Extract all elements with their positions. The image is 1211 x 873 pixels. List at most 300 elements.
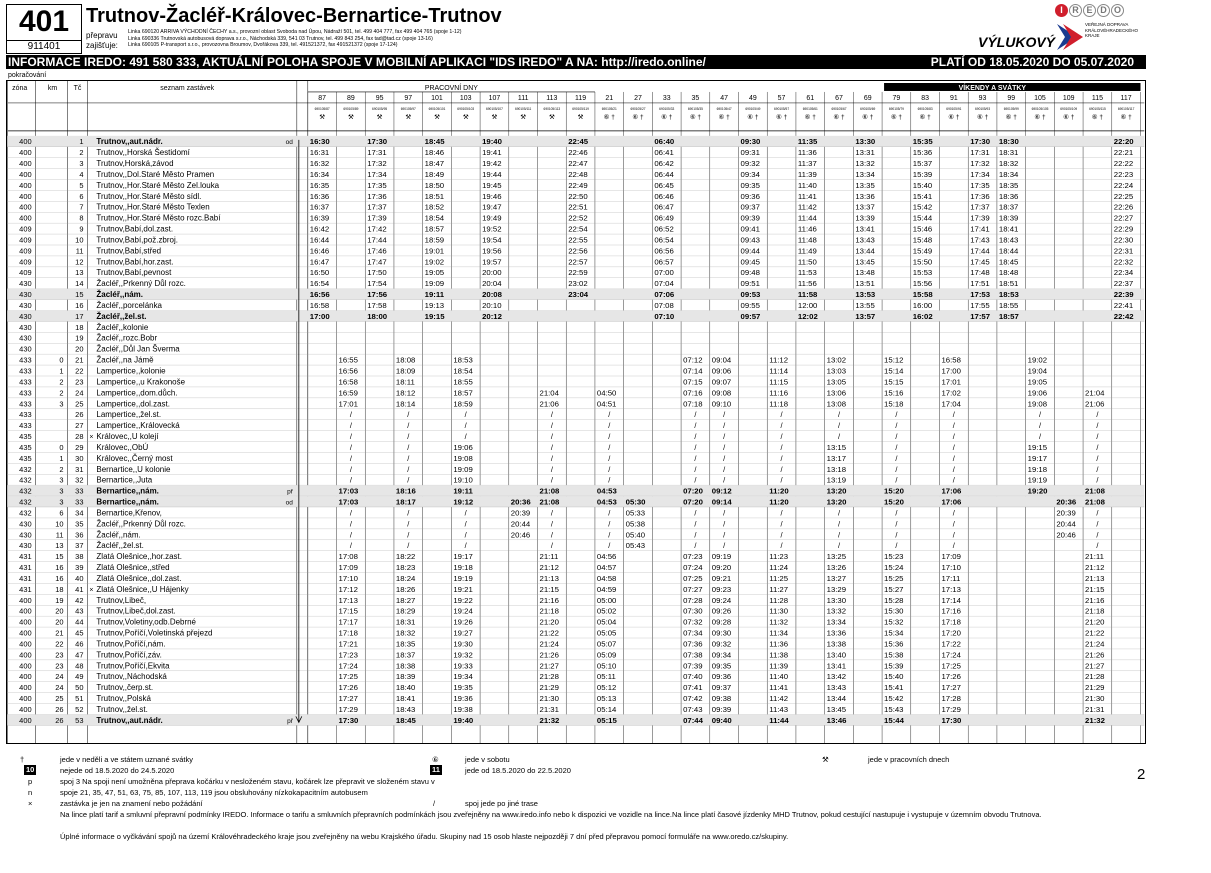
departure-time: 20:04 — [482, 279, 502, 289]
iredo-wordmark — [1055, 4, 1139, 17]
departure-time: 21:24 — [1085, 639, 1105, 649]
trip-code: 690105/35 — [687, 106, 703, 111]
departure-time: 15:24 — [884, 563, 904, 573]
departure-time: 11:36 — [797, 148, 817, 158]
tc-cell: 19 — [75, 333, 84, 343]
departure-time: 09:38 — [711, 694, 732, 704]
zone-cell: 400 — [19, 715, 32, 725]
departure-time: 09:51 — [740, 279, 760, 289]
trip-code: 690105/89 — [343, 106, 359, 111]
stop-name: Lampertice,,Královecká — [96, 421, 180, 431]
other-route-icon: / — [895, 421, 898, 431]
departure-time: 17:04 — [941, 399, 961, 409]
departure-time: 19:19 — [453, 573, 473, 583]
zone-cell: 430 — [19, 344, 32, 354]
other-route-icon: / — [407, 453, 410, 463]
trip-symbol: ⑥ † — [1034, 113, 1046, 121]
trip-number: 21 — [605, 94, 614, 102]
departure-time: 20:39 — [510, 508, 531, 518]
departure-time: 09:23 — [711, 584, 732, 594]
trip-number: 83 — [921, 94, 930, 102]
departure-time: 18:36 — [998, 191, 1019, 201]
trip-code: 690105/103 — [457, 106, 475, 111]
departure-time: 11:42 — [797, 202, 817, 212]
other-route-icon: / — [694, 453, 697, 463]
departure-time: 15:36 — [912, 148, 933, 158]
departure-time: 09:10 — [711, 399, 732, 409]
departure-time: 22:48 — [568, 170, 588, 180]
other-route-icon: / — [407, 508, 410, 518]
departure-time: 13:36 — [826, 628, 847, 638]
departure-time: 17:03 — [338, 497, 359, 507]
departure-time: 18:45 — [395, 715, 416, 725]
departure-time: 17:17 — [338, 617, 358, 627]
departure-time: 17:16 — [941, 606, 961, 616]
other-route-icon: / — [952, 421, 955, 431]
departure-time: 22:54 — [568, 224, 588, 234]
departure-time: 04:53 — [596, 486, 617, 496]
departure-time: 04:58 — [596, 573, 617, 583]
departure-time: 17:03 — [338, 486, 359, 496]
other-route-icon: / — [780, 519, 783, 529]
departure-time: 16:34 — [309, 170, 330, 180]
departure-time: 13:40 — [826, 650, 847, 660]
tc-cell: 1 — [79, 137, 84, 147]
zone-cell: 400 — [19, 606, 32, 616]
fn-waiting-note: Úplné informace o vyčkávání spojů na území Královéhradeckého kraje jsou zveřejněny na webu Krajského úřadu. Skupiny nad 15 osob hlaste nejpozději 7 dní před přepravou pomocí formuláře na www.oredo.cz/skupiny. — [60, 832, 789, 841]
departure-time: 15:28 — [884, 595, 904, 605]
other-route-icon: / — [464, 541, 467, 551]
departure-time: 19:18 — [453, 563, 473, 573]
departure-time: 19:40 — [482, 137, 502, 147]
trip-code: 690105/91 — [946, 106, 962, 111]
departure-time: 11:20 — [769, 497, 789, 507]
zone-cell: 432 — [19, 508, 32, 518]
departure-time: 07:27 — [683, 584, 703, 594]
departure-time: 17:02 — [941, 388, 961, 398]
zone-cell: 433 — [19, 388, 32, 398]
departure-time: 22:41 — [1113, 301, 1134, 311]
iredo-letter-icon: D — [1097, 4, 1110, 17]
stop-name: Žacléř,,žel.st. — [96, 311, 147, 321]
departure-time: 13:48 — [855, 268, 875, 278]
zone-cell: 433 — [19, 377, 32, 387]
departure-time: 06:45 — [654, 180, 674, 190]
departure-time: 17:09 — [941, 552, 961, 562]
page-number: 2 — [1137, 766, 1146, 783]
departure-time: 17:41 — [970, 224, 990, 234]
iredo-letter-icon: I — [1055, 4, 1068, 17]
km-cell: 10 — [55, 519, 64, 529]
fn-n-text: spoje 21, 35, 47, 51, 63, 75, 85, 107, 113, 119 jsou obsluhovány nízkokapacitním autobusem — [60, 788, 368, 797]
departure-time: 09:53 — [740, 290, 761, 300]
zone-cell: 435 — [19, 442, 32, 452]
departure-time: 18:43 — [998, 235, 1019, 245]
km-cell: 3 — [59, 475, 64, 485]
departure-time: 15:43 — [884, 704, 904, 714]
continuation-label: pokračování — [8, 72, 47, 79]
stop-name: Žacléř,,žel.st. — [96, 541, 144, 551]
other-route-icon: / — [780, 432, 783, 442]
other-route-icon: / — [837, 410, 841, 420]
departure-time: 11:41 — [797, 191, 817, 201]
departure-time: 07:41 — [683, 683, 703, 693]
departure-time: 11:25 — [769, 573, 789, 583]
departure-time: 09:35 — [740, 180, 760, 190]
tc-cell: 13 — [75, 268, 84, 278]
departure-time: 13:34 — [855, 170, 875, 180]
departure-time: 13:30 — [855, 137, 876, 147]
departure-time: 17:14 — [941, 595, 961, 605]
trip-symbol: ⑥ † — [718, 113, 730, 121]
tc-cell: 49 — [75, 672, 84, 682]
departure-time: 22:21 — [1113, 148, 1134, 158]
departure-time: 17:56 — [367, 290, 388, 300]
trip-symbol: ⑥ † — [632, 113, 644, 121]
other-route-icon: / — [952, 475, 955, 485]
departure-time: 21:31 — [1085, 704, 1105, 714]
departure-time: 18:30 — [998, 137, 1019, 147]
departure-time: 15:20 — [884, 497, 904, 507]
other-route-icon: / — [464, 421, 467, 431]
departure-time: 19:11 — [424, 290, 445, 300]
departure-time: 15:46 — [912, 224, 933, 234]
departure-time: 06:49 — [654, 213, 674, 223]
trip-number: 35 — [691, 94, 700, 102]
other-route-icon: / — [837, 508, 841, 518]
departure-time: 17:09 — [338, 563, 358, 573]
tc-cell: 43 — [75, 606, 84, 616]
fn-10-text: nejede od 18.5.2020 do 24.5.2020 — [60, 766, 175, 775]
departure-time: 19:44 — [482, 170, 502, 180]
tc-cell: 16 — [75, 301, 84, 311]
trip-code: 690105/105 — [1031, 106, 1049, 111]
departure-time: 17:21 — [338, 639, 358, 649]
departure-time: 18:57 — [453, 388, 473, 398]
other-route-icon: / — [895, 464, 898, 474]
departure-time: 13:38 — [826, 639, 847, 649]
trip-number: 107 — [488, 94, 501, 102]
departure-time: 18:53 — [998, 290, 1019, 300]
departure-time: 18:31 — [998, 148, 1019, 158]
departure-time: 18:46 — [424, 148, 445, 158]
departure-time: 11:48 — [797, 235, 817, 245]
tc-cell: 12 — [75, 257, 84, 267]
departure-time: 17:08 — [338, 552, 358, 562]
zone-cell: 433 — [19, 399, 32, 409]
departure-time: 09:07 — [711, 377, 732, 387]
trip-number: 103 — [459, 94, 472, 102]
departure-time: 04:57 — [596, 563, 617, 573]
departure-time: 21:22 — [539, 628, 559, 638]
zone-cell: 435 — [19, 432, 32, 442]
tc-cell: 39 — [75, 563, 84, 573]
trip-number: 97 — [404, 94, 413, 102]
other-route-icon: / — [952, 519, 955, 529]
carrier-label: přepravu zajišťuje: — [86, 31, 118, 50]
departure-time: 05:14 — [596, 704, 617, 714]
trip-code: 690105/69 — [860, 106, 876, 111]
departure-time: 11:16 — [769, 388, 789, 398]
departure-time: 19:19 — [1027, 475, 1048, 485]
departure-time: 17:24 — [338, 661, 358, 671]
departure-time: 06:56 — [654, 246, 674, 256]
departure-time: 21:30 — [539, 694, 559, 704]
departure-time: 15:42 — [884, 694, 904, 704]
km-cell: 6 — [59, 508, 64, 518]
zone-cell: 433 — [19, 410, 32, 420]
departure-time: 17:39 — [970, 213, 990, 223]
departure-time: 16:42 — [309, 224, 330, 234]
other-route-icon: / — [952, 442, 955, 452]
other-route-icon: / — [780, 530, 783, 540]
departure-time: 21:08 — [1085, 497, 1105, 507]
stop-name: Zlatá Olešnice,,U Hájenky — [96, 584, 189, 594]
other-route-icon: / — [407, 421, 410, 431]
other-route-icon: / — [349, 541, 352, 551]
zone-cell: 431 — [19, 563, 32, 573]
other-route-icon: / — [349, 453, 352, 463]
tc-cell: 24 — [75, 388, 84, 398]
departure-time: 05:11 — [596, 672, 616, 682]
departure-time: 19:49 — [482, 213, 502, 223]
km-cell: 23 — [55, 661, 64, 671]
departure-time: 17:53 — [970, 290, 991, 300]
departure-time: 18:55 — [998, 301, 1019, 311]
departure-time: 13:45 — [855, 257, 875, 267]
km-cell: 19 — [55, 595, 64, 605]
other-route-icon: / — [780, 410, 783, 420]
departure-time: 19:47 — [482, 202, 502, 212]
departure-time: 18:23 — [395, 563, 416, 573]
departure-time: 21:32 — [539, 715, 560, 725]
departure-time: 19:46 — [482, 191, 502, 201]
stop-name: Trutnov,,Hor.Staré Město rozc.Babí — [96, 213, 221, 223]
departure-time: 19:52 — [482, 224, 502, 234]
departure-time: 17:46 — [367, 246, 387, 256]
other-route-icon: / — [895, 475, 898, 485]
departure-time: 21:04 — [1085, 388, 1105, 398]
departure-time: 18:52 — [424, 202, 445, 212]
tc-cell: 20 — [75, 344, 84, 354]
trip-symbol: ⚒ — [405, 113, 412, 121]
stop-name: Trutnov,,Hor.Staré Město Texlen — [96, 202, 210, 212]
departure-time: 13:18 — [826, 464, 847, 474]
departure-time: 21:08 — [1085, 486, 1105, 496]
departure-time: 19:12 — [453, 497, 474, 507]
departure-time: 17:26 — [338, 683, 358, 693]
trip-code: 690105/119 — [572, 106, 589, 111]
trip-number: 61 — [806, 94, 815, 102]
departure-time: 13:08 — [826, 399, 847, 409]
departure-time: 07:16 — [683, 388, 703, 398]
departure-time: 11:15 — [769, 377, 789, 387]
stop-name: Trutnov,,čerp.st. — [96, 683, 154, 693]
departure-time: 22:31 — [1113, 246, 1134, 256]
departure-time: 19:56 — [482, 246, 502, 256]
departure-time: 13:19 — [826, 475, 847, 485]
departure-time: 21:31 — [539, 704, 559, 714]
departure-time: 13:06 — [826, 388, 847, 398]
departure-time: 16:30 — [309, 137, 330, 147]
stop-name: Královec,,U kolejí — [96, 432, 159, 442]
departure-time: 11:38 — [769, 650, 789, 660]
other-route-icon: / — [407, 442, 410, 452]
stop-name: Trutnov,,Polská — [96, 694, 151, 704]
departure-time: 18:40 — [395, 683, 416, 693]
tc-cell: 35 — [75, 519, 84, 529]
other-route-icon: / — [723, 475, 726, 485]
departure-time: 09:34 — [711, 650, 732, 660]
tc-cell: 44 — [75, 617, 84, 627]
exclusion-label: VÝLUKOVÝ — [978, 34, 1056, 50]
other-route-icon: / — [407, 410, 410, 420]
departure-time: 07:18 — [683, 399, 703, 409]
departure-time: 15:48 — [912, 235, 933, 245]
departure-time: 04:50 — [596, 388, 617, 398]
departure-time: 17:12 — [338, 584, 358, 594]
tc-cell: 17 — [75, 311, 84, 321]
zone-cell: 400 — [19, 617, 32, 627]
other-route-icon: / — [694, 464, 697, 474]
km-cell: 24 — [55, 672, 64, 682]
departure-time: 17:25 — [338, 672, 358, 682]
other-route-icon: / — [895, 508, 898, 518]
departure-time: 13:39 — [855, 213, 875, 223]
other-route-icon: / — [837, 421, 841, 431]
departure-time: 07:08 — [654, 301, 674, 311]
departure-time: 12:00 — [797, 301, 818, 311]
zone-cell: 409 — [19, 246, 32, 256]
other-route-icon: / — [349, 410, 352, 420]
other-route-icon: / — [550, 442, 553, 452]
departure-time: 21:20 — [1085, 617, 1105, 627]
departure-time: 21:30 — [1085, 694, 1105, 704]
departure-time: 13:05 — [826, 377, 847, 387]
zone-cell: 400 — [19, 628, 32, 638]
departure-time: 11:24 — [769, 563, 789, 573]
tc-cell: 30 — [75, 453, 84, 463]
departure-time: 17:50 — [367, 268, 387, 278]
departure-time: 11:18 — [769, 399, 789, 409]
departure-time: 16:58 — [338, 377, 358, 387]
other-route-icon: / — [608, 541, 611, 551]
departure-time: 17:45 — [970, 257, 990, 267]
departure-time: 09:31 — [740, 148, 760, 158]
other-route-icon: / — [694, 475, 697, 485]
km-cell: 1 — [59, 366, 64, 376]
departure-time: 07:14 — [683, 366, 703, 376]
departure-time: 15:25 — [884, 573, 904, 583]
departure-time: 09:48 — [740, 268, 760, 278]
departure-time: 17:01 — [338, 399, 358, 409]
stop-name: Trutnov,Libeč, — [96, 595, 147, 605]
departure-time: 15:58 — [912, 290, 933, 300]
stop-name: Bernartice,,Juta — [96, 475, 153, 485]
stop-name: Trutnov,Poříčí,nám. — [96, 639, 166, 649]
km-cell: 26 — [55, 704, 64, 714]
departure-time: 20:39 — [1056, 508, 1076, 518]
departure-time: 18:50 — [424, 180, 445, 190]
other-route-icon: / — [407, 432, 410, 442]
fn-hammer-sym: ⚒ — [822, 755, 829, 764]
departure-time: 13:27 — [826, 573, 847, 583]
departure-time: 13:43 — [826, 683, 847, 693]
zone-cell: 430 — [19, 301, 32, 311]
other-route-icon: / — [895, 453, 898, 463]
arrival-departure-mark: př — [287, 488, 293, 496]
departure-time: 18:55 — [453, 377, 473, 387]
departure-time: 15:20 — [884, 486, 904, 496]
km-cell: 20 — [55, 606, 64, 616]
other-route-icon: / — [349, 421, 352, 431]
departure-time: 18:48 — [998, 268, 1019, 278]
departure-time: 18:37 — [998, 202, 1019, 212]
departure-time: 17:00 — [309, 311, 330, 321]
departure-time: 13:43 — [855, 235, 875, 245]
zone-cell: 400 — [19, 137, 32, 147]
departure-time: 13:41 — [855, 224, 875, 234]
stop-name: Královec,,Černý most — [96, 453, 173, 463]
departure-time: 04:53 — [596, 497, 617, 507]
stop-name: Trutnov,,Dol.Staré Město Pramen — [96, 170, 215, 180]
iredo-letter-icon: O — [1111, 4, 1124, 17]
other-route-icon: / — [608, 421, 611, 431]
km-cell: 3 — [59, 497, 64, 507]
departure-time: 15:37 — [912, 159, 933, 169]
stop-name: Trutnov,,žel.st. — [96, 704, 148, 714]
stop-name: Trutnov,Babí,pož.zbroj. — [96, 235, 178, 245]
departure-time: 17:22 — [941, 639, 961, 649]
departure-time: 13:20 — [826, 486, 847, 496]
departure-time: 15:53 — [912, 268, 933, 278]
departure-time: 21:26 — [539, 650, 559, 660]
departure-time: 18:39 — [395, 672, 416, 682]
departure-time: 11:30 — [769, 606, 789, 616]
other-route-icon: / — [464, 530, 467, 540]
departure-time: 18:49 — [424, 170, 445, 180]
departure-time: 09:36 — [740, 191, 760, 201]
departure-time: 22:51 — [568, 202, 588, 212]
departure-time: 13:03 — [826, 366, 847, 376]
trip-number: 57 — [777, 94, 786, 102]
departure-time: 11:28 — [769, 595, 789, 605]
departure-time: 11:27 — [769, 584, 789, 594]
departure-time: 16:02 — [912, 311, 933, 321]
tc-cell: 5 — [79, 180, 84, 190]
departure-time: 15:44 — [884, 715, 904, 725]
departure-time: 11:58 — [797, 290, 818, 300]
departure-time: 19:26 — [453, 617, 473, 627]
tc-cell: 9 — [79, 224, 84, 234]
other-route-icon: / — [1038, 410, 1042, 420]
stop-name: Lampertice,,dol.zast. — [96, 399, 170, 409]
departure-time: 09:32 — [711, 639, 732, 649]
departure-time: 19:17 — [1027, 453, 1048, 463]
departure-time: 19:36 — [453, 694, 473, 704]
tc-cell: 40 — [75, 573, 84, 583]
departure-time: 05:02 — [596, 606, 617, 616]
trip-code: 690105/49 — [745, 106, 761, 111]
other-route-icon: / — [349, 464, 352, 474]
departure-time: 07:32 — [683, 617, 703, 627]
other-route-icon: / — [1096, 453, 1099, 463]
departure-time: 18:39 — [998, 213, 1019, 223]
departure-time: 09:26 — [711, 606, 732, 616]
stop-name: Lampertice,,žel.st. — [96, 410, 162, 420]
departure-time: 19:34 — [453, 672, 473, 682]
departure-time: 19:05 — [1027, 377, 1048, 387]
